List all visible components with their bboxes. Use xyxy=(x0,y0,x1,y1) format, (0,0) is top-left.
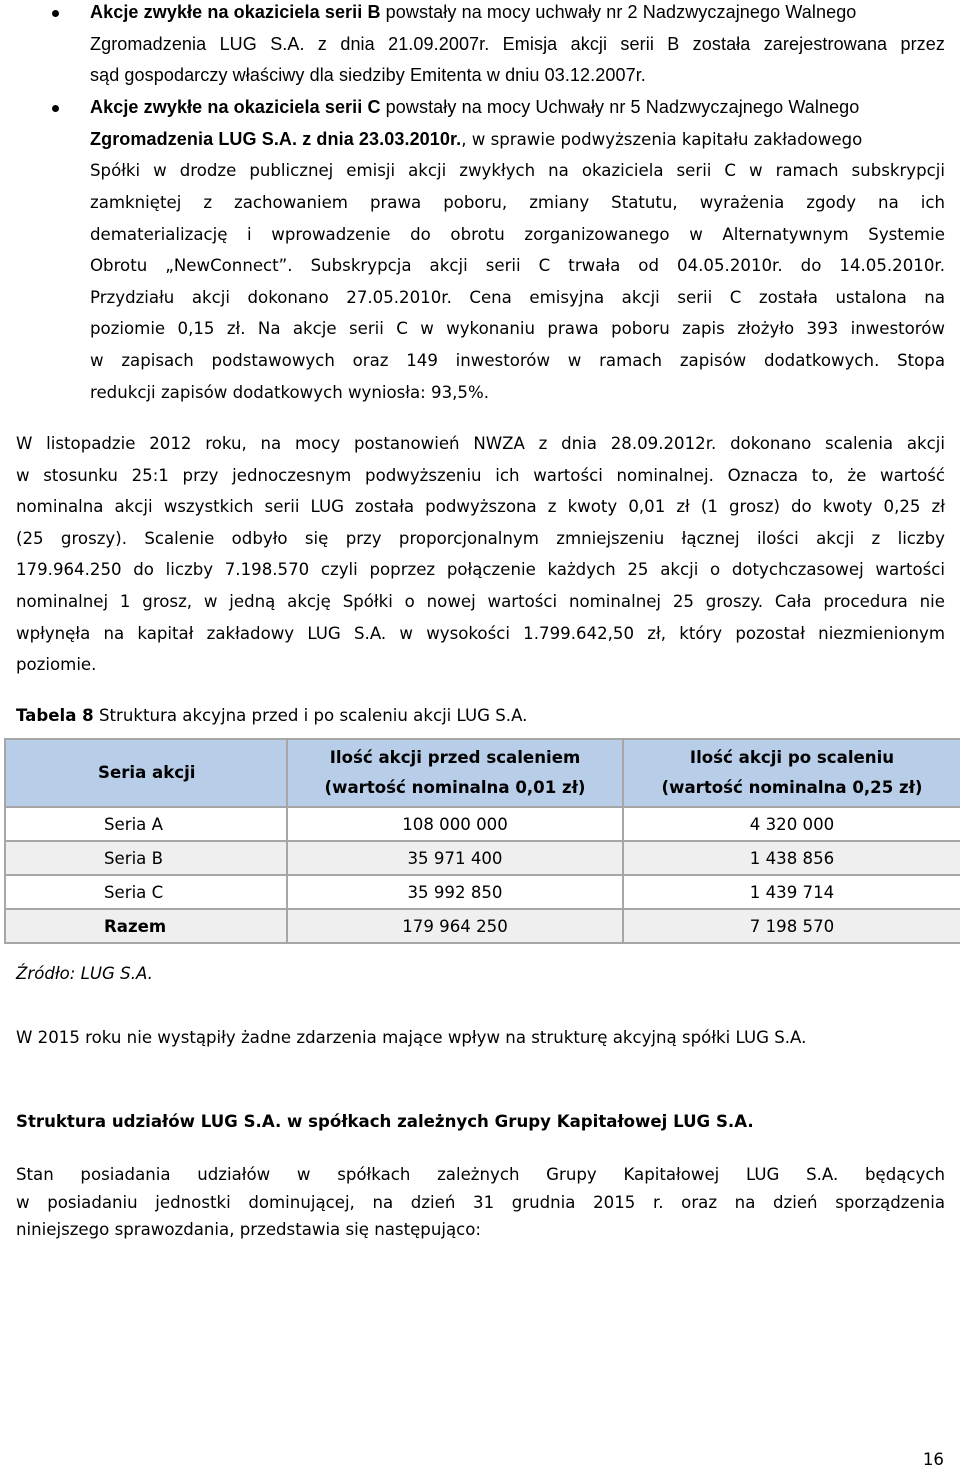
section-heading: Struktura udziałów LUG S.A. w spółkach zależnych Grupy Kapitałowej LUG S.A. xyxy=(16,1112,754,1131)
bullet-line: zamkniętej z zachowaniem prawa poboru, zmiany Statutu, wyrażenia zgody na ich xyxy=(90,193,945,212)
paragraph-line: W listopadzie 2012 roku, na mocy postanowień NWZA z dnia 28.09.2012r. dokonano scalenia akcji xyxy=(16,434,945,453)
paragraph-line: w posiadaniu jednostki dominującej, na dzień 31 grudnia 2015 r. oraz na dzień sporządzenia xyxy=(16,1193,945,1212)
cell-series: Seria A xyxy=(5,807,287,841)
paragraph-line: Stan posiadania udziałów w spółkach zależnych Grupy Kapitałowej LUG S.A. będących xyxy=(16,1165,945,1184)
paragraph-line: 179.964.250 do liczby 7.198.570 czyli poprzez połączenie każdych 25 akcji o dotychczasowej wartości xyxy=(16,560,945,579)
table-header-row xyxy=(5,739,960,807)
share-structure-table xyxy=(4,738,960,944)
bullet-icon xyxy=(52,10,59,17)
header-after: Ilość akcji po scaleniu (wartość nominalna 0,25 zł) xyxy=(623,739,960,807)
cell-before: 35 971 400 xyxy=(287,841,623,875)
cell-series: Razem xyxy=(5,909,287,943)
cell-before: 179 964 250 xyxy=(287,909,623,943)
bullet-line: poziomie 0,15 zł. Na akcje serii C w wykonaniu prawa poboru zapis złożyło 393 inwestorów xyxy=(90,319,945,338)
cell-after: 4 320 000 xyxy=(623,807,960,841)
paragraph-line: (25 groszy). Scalenie odbyło się przy proporcjonalnym zmniejszeniu łącznej ilości akcji z liczby xyxy=(16,529,945,548)
cell-before: 108 000 000 xyxy=(287,807,623,841)
paragraph-line: poziomie. xyxy=(16,655,97,674)
table-row xyxy=(5,841,960,875)
bullet-line: sąd gospodarczy właściwy dla siedziby Emitenta w dniu 03.12.2007r. xyxy=(90,65,646,85)
paragraph-line: nominalna akcji wszystkich serii LUG została podwyższona z kwoty 0,01 zł (1 grosz) do kwoty 0,25 zł xyxy=(16,497,945,516)
bullet-line: w zapisach podstawowych oraz 149 inwestorów w ramach zapisów dodatkowych. Stopa xyxy=(90,351,945,370)
cell-series: Seria C xyxy=(5,875,287,909)
bullet-line: Zgromadzenia LUG S.A. z dnia 21.09.2007r. Emisja akcji serii B została zarejestrowana przez xyxy=(90,34,945,54)
bullet-line: Spółki w drodze publicznej emisji akcji zwykłych na okaziciela serii C w ramach subskrypcji xyxy=(90,161,945,180)
cell-series: Seria B xyxy=(5,841,287,875)
bullet-line: Zgromadzenia LUG S.A. z dnia 23.03.2010r., w sprawie podwyższenia kapitału zakładowego xyxy=(90,129,863,149)
bullet-line: Akcje zwykłe na okaziciela serii C powstały na mocy Uchwały nr 5 Nadzwyczajnego Walnego xyxy=(90,97,860,117)
table-row xyxy=(5,807,960,841)
bullet-icon xyxy=(52,105,59,112)
cell-after: 7 198 570 xyxy=(623,909,960,943)
cell-after: 1 439 714 xyxy=(623,875,960,909)
paragraph-line: w stosunku 25:1 przy jednoczesnym podwyższeniu ich wartości nominalnej. Oznacza to, że wartość xyxy=(16,466,945,485)
paragraph-line: niniejszego sprawozdania, przedstawia się następująco: xyxy=(16,1220,481,1239)
bullet-line: redukcji zapisów dodatkowych wyniosła: 93,5%. xyxy=(90,383,490,402)
table-caption: Tabela 8 Struktura akcyjna przed i po scaleniu akcji LUG S.A. xyxy=(16,706,528,725)
paragraph-line: wpłynęła na kapitał zakładowy LUG S.A. w wysokości 1.799.642,50 zł, który pozostał niezmienionym xyxy=(16,624,945,643)
page-number: 16 xyxy=(922,1450,944,1469)
table-source: Źródło: LUG S.A. xyxy=(16,964,153,983)
cell-after: 1 438 856 xyxy=(623,841,960,875)
bullet-line: Przydziału akcji dokonano 27.05.2010r. Cena emisyjna akcji serii C została ustalona na xyxy=(90,288,945,307)
table-row xyxy=(5,875,960,909)
bullet-line: dematerializację i wprowadzenie do obrotu zorganizowanego w Alternatywnym Systemie xyxy=(90,225,945,244)
header-before: Ilość akcji przed scaleniem (wartość nominalna 0,01 zł) xyxy=(287,739,623,807)
paragraph-line: nominalnej 1 grosz, w jedną akcję Spółki o nowej wartości nominalnej 25 groszy. Cała procedura nie xyxy=(16,592,945,611)
cell-before: 35 992 850 xyxy=(287,875,623,909)
bullet-line: Akcje zwykłe na okaziciela serii B powstały na mocy uchwały nr 2 Nadzwyczajnego Walnego xyxy=(90,2,857,22)
header-series: Seria akcji xyxy=(5,739,287,807)
bullet-line: Obrotu „NewConnect”. Subskrypcja akcji serii C trwała od 04.05.2010r. do 14.05.2010r. xyxy=(90,256,945,275)
note-2015: W 2015 roku nie wystąpiły żadne zdarzenia mające wpływ na strukturę akcyjną spółki LUG S.A. xyxy=(16,1028,807,1047)
table-total-row xyxy=(5,909,960,943)
